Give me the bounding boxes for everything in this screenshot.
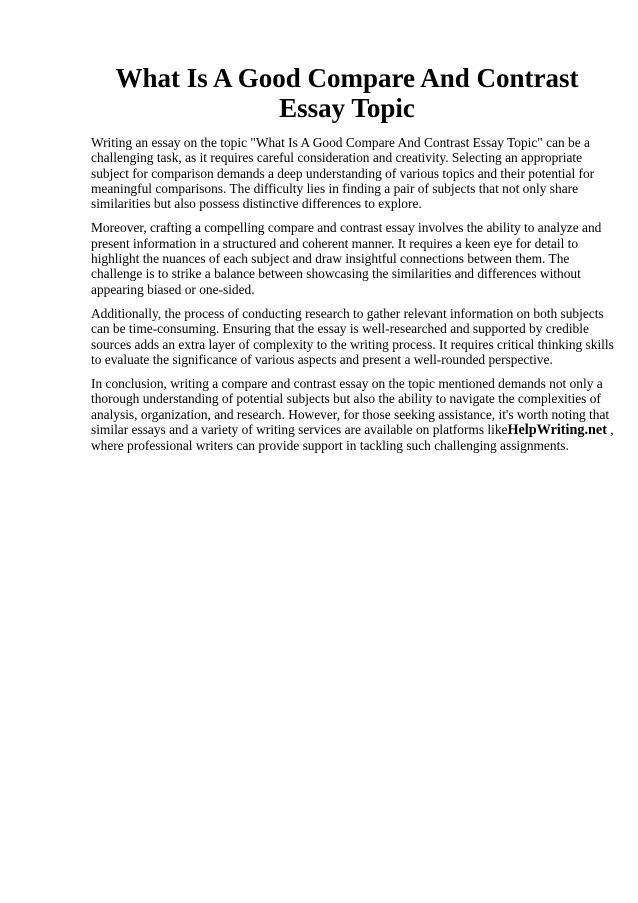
paragraph-line-prefix: similar essays and a variety of writing services are available on platforms like (91, 422, 508, 438)
paragraph-1 (91, 135, 601, 211)
paragraph-line: where professional writers can provide support in tackling such challenging assignments. (91, 438, 569, 454)
document-body (91, 135, 614, 463)
paragraph-line: challenge is to strike a balance between showcasing the similarities and differences without (91, 266, 581, 282)
paragraph-4 (91, 376, 614, 454)
paragraph-line: Moreover, crafting a compelling compare and contrast essay involves the ability to analyze and (91, 220, 602, 236)
paragraph-line: highlight the nuances of each subject and draw insightful connections between them. The (91, 251, 570, 267)
paragraph-line: subject for comparison demands a deep understanding of various topics and their potential for (91, 165, 595, 181)
paragraph-line: similarities but also possess distinctive differences to explore. (91, 196, 422, 212)
paragraph-line: thorough understanding of potential subjects but also the ability to navigate the complexities of (91, 391, 601, 407)
paragraph-line: In conclusion, writing a compare and contrast essay on the topic mentioned demands not only a (91, 376, 603, 392)
paragraph-line: to evaluate the significance of various aspects and present a well-rounded perspective. (91, 351, 553, 367)
paragraph-line: present information in a structured and coherent manner. It requires a keen eye for detail to (91, 235, 579, 251)
paragraph-line: can be time-consuming. Ensuring that the essay is well-researched and supported by credible (91, 321, 589, 337)
paragraph-line: Writing an essay on the topic "What Is A Good Compare And Contrast Essay Topic" can be a (91, 135, 590, 150)
title-line-1: What Is A Good Compare And Contrast (115, 63, 579, 93)
paragraph-line-suffix: , (606, 422, 614, 438)
paragraph-line: analysis, organization, and research. However, for those seeking assistance, it's worth noting that (91, 406, 610, 422)
title-line-2: Essay Topic (279, 93, 415, 123)
helpwriting-link[interactable]: HelpWriting.net (507, 422, 607, 439)
paragraph-line: meaningful comparisons. The difficulty lies in finding a pair of subjects that not only share (91, 180, 579, 196)
paragraph-line: appearing biased or one-sided. (91, 281, 255, 297)
paragraph-2 (91, 220, 601, 296)
paragraph-line: challenging task, as it requires careful consideration and creativity. Selecting an appropriate (91, 150, 583, 166)
paragraph-line: Additionally, the process of conducting research to gather relevant information on both subjects (91, 305, 604, 321)
paragraph-3 (91, 305, 614, 367)
document-title (92, 63, 602, 123)
paragraph-line: sources adds an extra layer of complexity to the writing process. It requires critical thinking skills (91, 336, 614, 352)
